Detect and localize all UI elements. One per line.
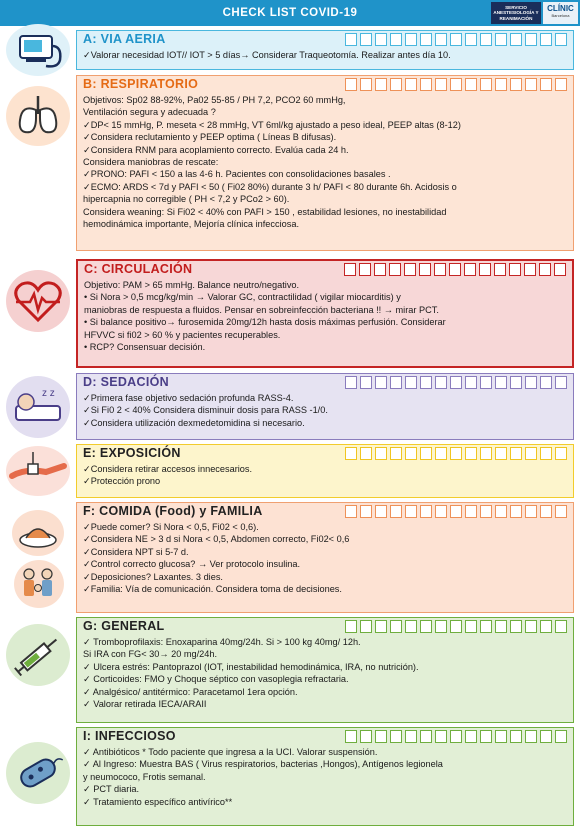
checkbox[interactable] (420, 447, 433, 460)
food-icon (12, 510, 64, 556)
checkbox[interactable] (375, 78, 388, 91)
checkbox[interactable] (480, 447, 493, 460)
checkbox[interactable] (405, 78, 418, 91)
section-title: F: COMIDA (Food) y FAMILIA (83, 504, 263, 518)
checkbox[interactable] (465, 376, 478, 389)
section-body (77, 48, 573, 61)
checkbox[interactable] (360, 730, 373, 743)
checkbox[interactable] (360, 78, 373, 91)
checkbox[interactable] (360, 33, 373, 46)
section-circulacion (76, 259, 574, 368)
checkbox[interactable] (480, 33, 493, 46)
checkbox[interactable] (495, 33, 508, 46)
checkbox[interactable] (540, 620, 553, 633)
checkbox[interactable] (465, 730, 478, 743)
checklist-line: • Si Nora > 0,5 mcg/kg/min → Valorar GC, contractilidad ( vigilar miocarditis) y (84, 292, 401, 303)
checkbox[interactable] (510, 33, 523, 46)
clinic-logo (543, 2, 578, 24)
section-body (77, 745, 573, 808)
checkbox[interactable] (450, 447, 463, 460)
checklist-line: maniobras de respuesta a fluidos. Pensar en sobreinfección bacteriana !! → mirar PCT. (84, 304, 439, 315)
checkbox[interactable] (540, 376, 553, 389)
checkbox[interactable] (540, 730, 553, 743)
checklist-line: ✓Primera fase objetivo sedación profunda RASS-4. (83, 393, 294, 403)
checkbox[interactable] (450, 620, 463, 633)
arm-iv-icon (6, 446, 70, 496)
checkbox[interactable] (510, 505, 523, 518)
lungs-icon (6, 86, 70, 146)
checklist-line: • Si balance positivo→ furosemida 20mg/12h hasta dosis máximas perfusión. Considerar (84, 317, 446, 328)
section-title: I: INFECCIOSO (83, 729, 176, 743)
checklist-line: ✓ Tratamiento específico antivírico** (83, 796, 233, 807)
checkbox[interactable] (465, 78, 478, 91)
checkbox-row[interactable] (345, 33, 568, 46)
section-via-aeria (76, 30, 574, 70)
section-general (76, 617, 574, 723)
checkbox[interactable] (540, 78, 553, 91)
page-title: CHECK LIST COVID-19 (222, 7, 358, 19)
checkbox[interactable] (510, 78, 523, 91)
checkbox[interactable] (495, 376, 508, 389)
checklist-line: ✓ Antibióticos * Todo paciente que ingresa a la UCI. Valorar suspensión. (83, 747, 378, 757)
checklist-line: ✓Valorar necesidad IOT// IOT > 5 días→ Considerar Traqueotomía. Realizar antes día 10. (83, 50, 451, 60)
checklist-line: ✓ Ulcera estrés: Pantoprazol (IOT, inestabilidad hemodinámica, IRA, no nutrición). (83, 661, 419, 672)
section-title: A: VIA AERIA (83, 32, 166, 46)
checkbox[interactable] (435, 376, 448, 389)
checkbox[interactable] (390, 33, 403, 46)
checkbox[interactable] (390, 78, 403, 91)
logo-line: REANIMACIÓN (499, 15, 533, 21)
checkbox[interactable] (480, 505, 493, 518)
checkbox[interactable] (375, 376, 388, 389)
checklist-line: y neumococo, Frotis semanal. (83, 771, 206, 782)
checkbox[interactable] (420, 730, 433, 743)
checkbox[interactable] (360, 620, 373, 633)
checkbox[interactable] (465, 505, 478, 518)
checkbox[interactable] (510, 376, 523, 389)
checklist-line: ✓Puede comer? Si Nora < 0,5, Fi02 < 0,6). (83, 522, 259, 532)
section-body (77, 93, 573, 230)
checkbox[interactable] (510, 730, 523, 743)
section-infeccioso (76, 727, 574, 826)
checkbox[interactable] (479, 263, 492, 276)
checkbox[interactable] (495, 505, 508, 518)
checklist-line: ✓Deposiciones? Laxantes. 3 dies. (83, 571, 223, 582)
logo-brand-sub: Barcelona (551, 13, 570, 18)
checkbox[interactable] (404, 263, 417, 276)
checklist-line: Si IRA con FG< 30→ 20 mg/24h. (83, 649, 218, 660)
checkbox-row[interactable] (345, 620, 568, 633)
checkbox[interactable] (495, 730, 508, 743)
checkbox[interactable] (480, 620, 493, 633)
checkbox[interactable] (480, 78, 493, 91)
checkbox[interactable] (405, 730, 418, 743)
checklist-line: ✓ Tromboprofilaxis: Enoxaparina 40mg/24h. Si > 100 kg 40mg/ 12h. (83, 637, 361, 647)
checkbox[interactable] (345, 730, 358, 743)
checklist-line: ✓Considera retirar accesos innecesarios. (83, 464, 253, 474)
family-icon (14, 560, 64, 608)
checkbox[interactable] (375, 33, 388, 46)
checklist-line: ✓Considera RNM para acoplamiento correcto. Evalúa cada 24 h. (83, 144, 349, 155)
checkbox[interactable] (405, 33, 418, 46)
checklist-line: Considera weaning: Si Fi02 < 40% con PAFI > 150 , estabilidad lesiones, no inestabilidad (83, 206, 447, 217)
checkbox[interactable] (374, 263, 387, 276)
checkbox[interactable] (390, 376, 403, 389)
checkbox[interactable] (435, 730, 448, 743)
checkbox[interactable] (494, 263, 507, 276)
checklist-line: ✓Si Fi0 2 < 40% Considera disminuir dosis para RASS -1/0. (83, 405, 328, 416)
section-body (78, 278, 572, 353)
section-comida-familia (76, 502, 574, 613)
section-title: B: RESPIRATORIO (83, 77, 199, 91)
checklist-line: ✓Considera utilización dexmedetomidina si necesario. (83, 417, 305, 428)
logo-line: SERVICIO (505, 5, 527, 10)
heart-monitor-icon (6, 270, 70, 332)
checkbox[interactable] (555, 376, 568, 389)
checkbox[interactable] (539, 263, 552, 276)
checkbox[interactable] (480, 730, 493, 743)
checklist-line: ✓Considera NE > 3 d si Nora < 0,5, Abdomen correcto, Fi02< 0,6 (83, 534, 350, 545)
checklist-line: ✓PRONO: PAFI < 150 a las 4-6 h. Pacientes con consolidaciones basales . (83, 169, 391, 180)
section-body (77, 520, 573, 595)
checklist-line: hipercapnia no corregible ( PH < 7,2 y PCo2 > 60). (83, 194, 290, 205)
checkbox[interactable] (555, 33, 568, 46)
checkbox[interactable] (359, 263, 372, 276)
checkbox[interactable] (435, 78, 448, 91)
checklist-line: ✓Familia: Vía de comunicación. Considera toma de decisiones. (83, 584, 342, 595)
section-body (77, 462, 573, 488)
checkbox[interactable] (420, 505, 433, 518)
header-bar (0, 0, 580, 26)
checkbox[interactable] (375, 505, 388, 518)
checklist-line: ✓Considera reclutamiento y PEEP optima ( Líneas B difusas). (83, 132, 337, 143)
checklist-line: • RCP? Consensuar decisión. (84, 342, 206, 353)
checkbox[interactable] (405, 376, 418, 389)
checkbox[interactable] (345, 376, 358, 389)
checkbox[interactable] (555, 78, 568, 91)
checkbox[interactable] (375, 730, 388, 743)
checkbox[interactable] (525, 376, 538, 389)
checkbox[interactable] (390, 505, 403, 518)
checkbox[interactable] (524, 263, 537, 276)
checkbox[interactable] (450, 730, 463, 743)
checkbox[interactable] (390, 447, 403, 460)
checkbox[interactable] (450, 78, 463, 91)
checkbox[interactable] (525, 447, 538, 460)
ventilator-monitor-icon (6, 24, 70, 76)
checklist-line: ✓DP< 15 mmHg, P. meseta < 28 mmHg, VT 6ml/kg ajustado a peso ideal, PEEP altas (8-12) (83, 119, 461, 130)
section-body (77, 635, 573, 710)
checkbox[interactable] (390, 730, 403, 743)
checklist-line: ✓ECMO: ARDS < 7d y PAFI < 50 ( Fi02 80%) durante 3 h/ PAFI < 80 durante 6h. Acidosis o (83, 181, 457, 192)
checkbox[interactable] (390, 620, 403, 633)
logo-brand: CLÍNIC (547, 4, 574, 13)
checkbox[interactable] (345, 505, 358, 518)
checkbox[interactable] (510, 620, 523, 633)
checkbox[interactable] (419, 263, 432, 276)
checkbox[interactable] (495, 447, 508, 460)
checkbox[interactable] (405, 620, 418, 633)
checkbox[interactable] (555, 730, 568, 743)
checkbox[interactable] (525, 620, 538, 633)
section-title: E: EXPOSICIÓN (83, 446, 181, 460)
checklist-line: ✓ Corticoides: FMO y Choque séptico con vasoplegia refractaria. (83, 674, 349, 685)
checkbox[interactable] (464, 263, 477, 276)
checkbox[interactable] (510, 447, 523, 460)
checkbox[interactable] (465, 33, 478, 46)
checkbox-row[interactable] (345, 376, 568, 389)
checkbox[interactable] (360, 505, 373, 518)
checkbox[interactable] (375, 620, 388, 633)
checkbox-row[interactable] (345, 78, 568, 91)
checkbox[interactable] (420, 376, 433, 389)
checkbox[interactable] (360, 376, 373, 389)
checkbox[interactable] (435, 505, 448, 518)
service-logo (491, 2, 541, 24)
checkbox-row[interactable] (345, 505, 568, 518)
checklist-line: Objetivos: Sp02 88-92%, Pa02 55-85 / PH 7,2, PCO2 60 mmHg, (83, 95, 346, 105)
checkbox[interactable] (345, 33, 358, 46)
checkbox[interactable] (434, 263, 447, 276)
section-sedacion (76, 373, 574, 440)
sleeping-patient-icon (6, 376, 70, 438)
checkbox[interactable] (480, 376, 493, 389)
checkbox[interactable] (360, 447, 373, 460)
checklist-line: Objetivo: PAM > 65 mmHg. Balance neutro/negativo. (84, 280, 300, 290)
checkbox[interactable] (405, 505, 418, 518)
checkbox[interactable] (435, 447, 448, 460)
checklist-line: ✓ Analgésico/ antitérmico: Paracetamol 1era opción. (83, 686, 298, 697)
checkbox[interactable] (450, 505, 463, 518)
section-body (77, 391, 573, 429)
checkbox[interactable] (495, 620, 508, 633)
checkbox[interactable] (435, 620, 448, 633)
checkbox[interactable] (540, 447, 553, 460)
checklist-line: ✓Control correcto glucosa? → Ver protocolo insulina. (83, 559, 301, 570)
checklist-line: ✓ Valorar retirada IECA/ARAII (83, 699, 207, 710)
section-title: C: CIRCULACIÓN (84, 262, 193, 276)
checkbox[interactable] (345, 447, 358, 460)
syringe-icon (6, 624, 70, 686)
checkbox[interactable] (465, 620, 478, 633)
checkbox[interactable] (420, 620, 433, 633)
checkbox[interactable] (540, 33, 553, 46)
checkbox[interactable] (435, 33, 448, 46)
section-exposicion (76, 444, 574, 498)
checkbox[interactable] (375, 447, 388, 460)
checklist-line: ✓ PCT diaria. (83, 784, 140, 795)
checkbox[interactable] (525, 33, 538, 46)
checkbox[interactable] (449, 263, 462, 276)
checkbox[interactable] (555, 447, 568, 460)
checkbox[interactable] (554, 263, 567, 276)
checkbox[interactable] (555, 505, 568, 518)
checkbox[interactable] (495, 78, 508, 91)
checklist-line: HFVVC si fi02 > 60 % y pacientes recuperables. (84, 329, 281, 340)
checkbox[interactable] (405, 447, 418, 460)
checkbox[interactable] (450, 33, 463, 46)
checklist-line: Ventilación segura y adecuada ? (83, 107, 216, 118)
checkbox[interactable] (555, 620, 568, 633)
section-respiratorio (76, 75, 574, 251)
bacteria-icon (6, 742, 70, 804)
checkbox[interactable] (344, 263, 357, 276)
section-title: G: GENERAL (83, 619, 165, 633)
svg-text:z z: z z (42, 388, 55, 399)
checklist-line: hemodinámica importante, Mejoría clínica infecciosa. (83, 219, 300, 230)
checkbox[interactable] (389, 263, 402, 276)
checkbox[interactable] (540, 505, 553, 518)
checkbox[interactable] (525, 730, 538, 743)
checkbox[interactable] (345, 620, 358, 633)
checkbox[interactable] (420, 33, 433, 46)
checkbox-row[interactable] (344, 263, 567, 276)
checkbox[interactable] (525, 78, 538, 91)
checkbox-row[interactable] (345, 447, 568, 460)
checkbox[interactable] (420, 78, 433, 91)
checkbox[interactable] (345, 78, 358, 91)
checklist-line: ✓Protección prono (83, 476, 161, 487)
logo-line: ANESTESIOLOGÍA Y (493, 10, 539, 16)
checklist-line: Considera maniobras de rescate: (83, 157, 219, 168)
checklist-line: ✓ Al Ingreso: Muestra BAS ( Virus respiratorios, bacterias ,Hongos), Antígenos legionela (83, 759, 443, 770)
checkbox-row[interactable] (345, 730, 568, 743)
checkbox[interactable] (450, 376, 463, 389)
checkbox[interactable] (525, 505, 538, 518)
checkbox[interactable] (465, 447, 478, 460)
checkbox[interactable] (509, 263, 522, 276)
section-title: D: SEDACIÓN (83, 375, 169, 389)
checklist-line: ✓Considera NPT si 5-7 d. (83, 546, 189, 557)
